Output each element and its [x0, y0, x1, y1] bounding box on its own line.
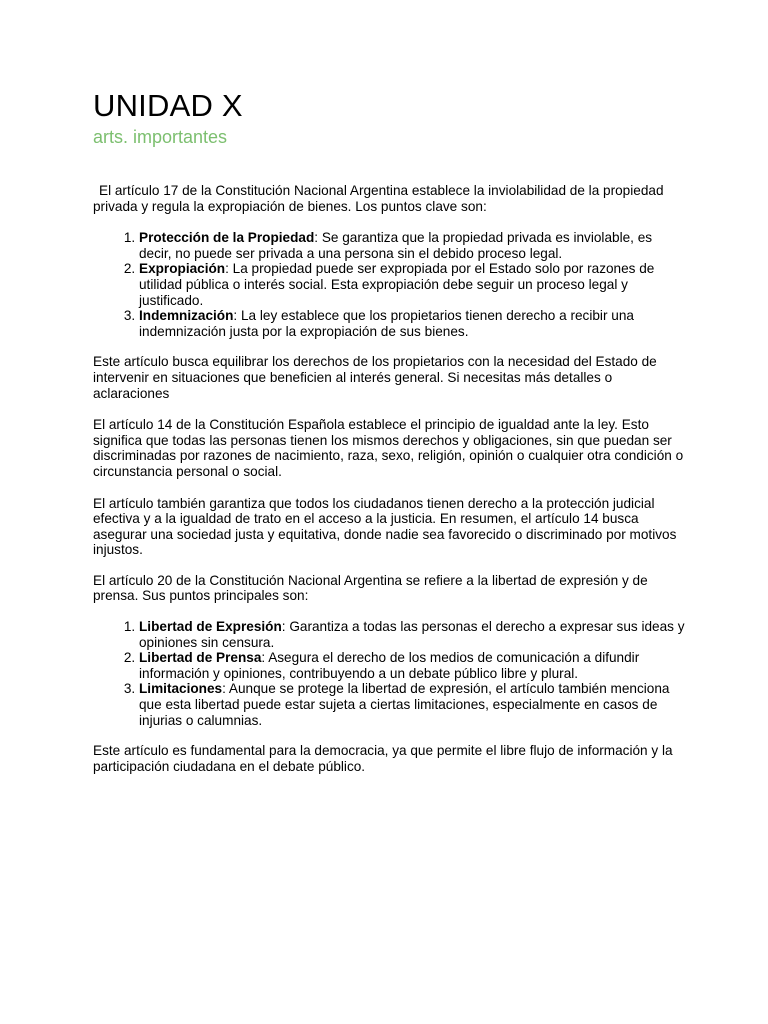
- list-item: [139, 308, 685, 339]
- closing-article-17: Este artículo busca equilibrar los derechos de los propietarios con la necesidad del Estado de intervenir en situaciones que beneficien al interés general. Si necesitas más detalles o aclaraciones: [93, 354, 657, 401]
- list-item: [139, 650, 685, 681]
- intro-article-20: El artículo 20 de la Constitución Nacional Argentina se refiere a la libertad de expresión y de prensa. Sus puntos principales son:: [93, 572, 648, 604]
- list-item: [139, 619, 685, 650]
- list-item-text: : Garantiza a todas las personas el derecho a expresar sus ideas y opiniones sin censura.: [139, 619, 685, 650]
- list-item-term: Indemnización: [139, 308, 234, 324]
- document-page: [93, 88, 685, 774]
- document-subtitle: arts. importantes: [93, 127, 228, 147]
- article-17-list: [93, 230, 685, 339]
- list-item-text: : Asegura el derecho de los medios de comunicación a difundir información y opiniones, contribuyendo a un debate público libre y plural.: [139, 650, 640, 681]
- intro-article-17: El artículo 17 de la Constitución Nacional Argentina establece la inviolabilidad de la propiedad privada y regula la expropiación de bienes. Los puntos clave son:: [93, 183, 664, 214]
- list-item-text: : La ley establece que los propietarios tienen derecho a recibir una indemnización justa por la expropiación de sus bienes.: [139, 308, 634, 339]
- list-item: [139, 681, 685, 728]
- document-title: UNIDAD X: [93, 88, 243, 123]
- list-item-text: : La propiedad puede ser expropiada por el Estado solo por razones de utilidad pública o interés social. Esta expropiación debe seguir un proceso legal y justificado.: [139, 261, 655, 308]
- closing-article-20: Este artículo es fundamental para la democracia, ya que permite el libre flujo de información y la participación ciudadana en el debate público.: [93, 743, 673, 774]
- article-20-list: [93, 619, 685, 728]
- list-item: [139, 261, 685, 308]
- list-item-term: Libertad de Prensa: [139, 650, 262, 666]
- list-item: [139, 230, 685, 261]
- article-14-paragraph-2: El artículo también garantiza que todos los ciudadanos tienen derecho a la protección judicial efectiva y a la igualdad de trato en el acceso a la justicia. En resumen, el artículo 14 busca asegurar una sociedad justa y equitativa, donde nadie sea favorecido o discriminado por motivos injustos.: [93, 495, 677, 558]
- list-item-term: Expropiación: [139, 261, 226, 277]
- list-item-text: : Se garantiza que la propiedad privada es inviolable, es decir, no puede ser privada a una persona sin el debido proceso legal.: [139, 230, 653, 261]
- list-item-text: : Aunque se protege la libertad de expresión, el artículo también menciona que esta libertad puede estar sujeta a ciertas limitaciones, especialmente en casos de injurias o calumnias.: [139, 681, 670, 728]
- article-14-paragraph-1: El artículo 14 de la Constitución Española establece el principio de igualdad ante la ley. Esto significa que todas las personas tienen los mismos derechos y obligaciones, sin que puedan ser discriminadas por razones de nacimiento, raza, sexo, religión, opinión o cualquier otra condición o circunstancia personal o social.: [93, 417, 684, 479]
- list-item-term: Limitaciones: [139, 681, 223, 697]
- list-item-term: Libertad de Expresión: [139, 619, 282, 635]
- list-item-term: Protección de la Propiedad: [139, 230, 315, 246]
